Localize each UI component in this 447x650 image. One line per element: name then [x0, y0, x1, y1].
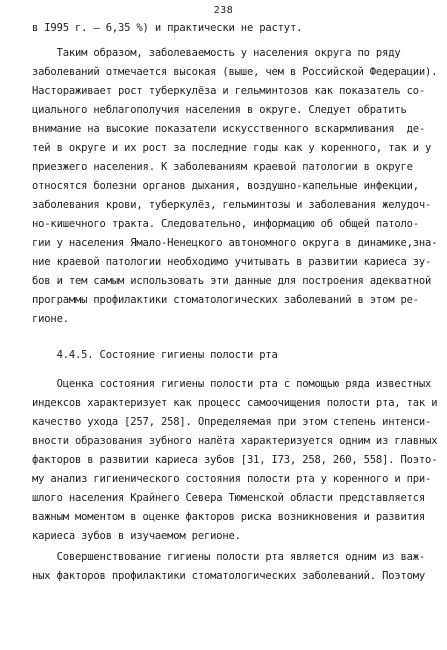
text-line: гионе. — [32, 313, 69, 325]
text-line: относятся болезни органов дыхания, воздушно-капельные инфекции, — [32, 180, 419, 192]
text-line: заболеваний отмечается высокая (выше, чем в Российской Федерации). — [32, 66, 438, 78]
text-line: бов и тем самым использовать эти данные для построения адекватной — [32, 275, 432, 287]
text-line: ных факторов профилактики стоматологических заболеваний. Поэтому — [32, 570, 426, 582]
text-line: в I995 г. – 6,35 %) и практически не растут. — [32, 22, 303, 34]
text-line: кариеса зубов в изучаемом регионе. — [32, 530, 241, 542]
text-line: индексов характеризует как процесс самоочищения полости рта, так и — [32, 397, 438, 409]
text-line: внимание на высокие показатели искусственного вскармливания де- — [32, 123, 426, 135]
text-line: Настораживает рост туберкулёза и гельминтозов как показатель со- — [32, 85, 426, 97]
text-line: вности образования зубного налёта характеризуется одним из главных — [32, 435, 438, 447]
section-heading: 4.4.5. Состояние гигиены полости рта — [32, 349, 278, 361]
text-line: гии у населения Ямало-Ненецкого автономного округа в динамике,зна- — [32, 237, 438, 249]
text-line: факторов в развитии кариеса зубов [31, I73, 258, 260, 558]. Поэто- — [32, 454, 438, 466]
text-line: Совершенствование гигиены полости рта является одним из важ- — [32, 551, 426, 563]
text-line: циального неблагополучия населения в округе. Следует обратить — [32, 104, 407, 116]
text-line: ние краевой патологии необходимо учитывать в развитии кариеса зу- — [32, 256, 432, 268]
text-line: но-кишечного тракта. Следовательно, информацию об общей патоло- — [32, 218, 419, 230]
text-line: шлого населения Крайнего Севера Тюменской области представляется — [32, 492, 426, 504]
page-number: 238 — [213, 5, 234, 16]
text-line: важным моментом в оценке факторов риска возникновения и развития — [32, 511, 426, 523]
text-line: качество ухода [257, 258]. Определяемая при этом степень интенси- — [32, 416, 432, 428]
text-line: Таким образом, заболеваемость у населения округа по ряду — [32, 47, 401, 59]
text-line: заболевания крови, туберкулёз, гельминтозы и заболевания желудоч- — [32, 199, 432, 211]
text-line: му анализ гигиенического состояния полости рта у коренного и при- — [32, 473, 432, 485]
text-line: тей в округе и их рост за последние годы как у коренного, так и у — [32, 142, 432, 154]
text-line: приезжего населения. К заболеваниям краевой патологии в округе — [32, 161, 413, 173]
text-line: программы профилактики стоматологических заболеваний в этом ре- — [32, 294, 419, 306]
text-line: Оценка состояния гигиены полости рта с помощью ряда известных — [32, 378, 432, 390]
